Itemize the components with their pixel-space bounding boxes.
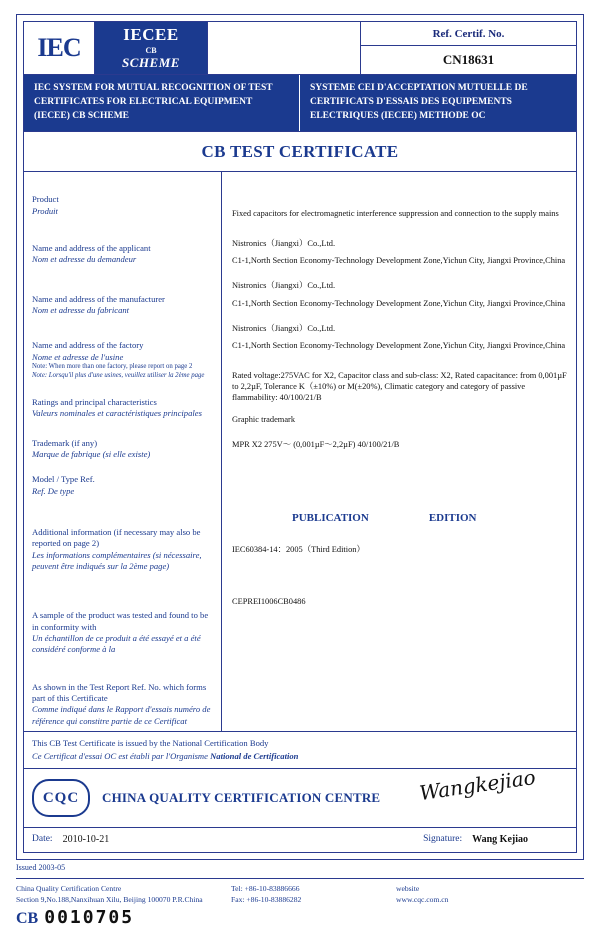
- value-manufacturer-name: Nistronics（Jiangxi）Co.,Ltd.: [232, 281, 336, 291]
- footer-website-label: website: [396, 884, 420, 894]
- publication-label: PUBLICATION: [292, 512, 369, 525]
- date-signature-row: [23, 828, 577, 853]
- label-applicant-fr: Nom et adresse du demandeur: [32, 254, 137, 265]
- iecee-logo-line3: SCHEME: [122, 55, 180, 70]
- signature-name: Wang Kejiao: [472, 834, 528, 846]
- label-test-report-fr: Comme indiqué dans le Rapport d'essais numéro de référence qui constitre partie de ce Certificat: [32, 704, 211, 726]
- value-applicant-name: Nistronics（Jiangxi）Co.,Ltd.: [232, 238, 336, 248]
- value-test-report-number: CEPREI1006CB0486: [232, 596, 306, 606]
- footer-tel: Tel: +86-10-83886666: [231, 884, 300, 894]
- barcode-row: [16, 907, 584, 928]
- footer-website-url[interactable]: www.cqc.com.cn: [396, 895, 449, 905]
- label-additional-info-fr: Les informations complémentaires (si nécessaire, peuvent être indiqués sur la 2ème page): [32, 549, 202, 572]
- iec-logo: [24, 22, 95, 74]
- label-factory: [32, 340, 215, 363]
- iec-logo-text: IEC: [37, 33, 81, 62]
- issued-version: Issued 2003-05: [16, 863, 66, 873]
- header-blank-space: [208, 22, 360, 74]
- header-logos: [24, 22, 361, 74]
- label-model: [32, 474, 215, 497]
- issued-by-fr-text: Ce Certificat d'essai OC est établi par l'Organisme: [32, 750, 211, 761]
- label-factory-en: Name and address of the factory: [32, 340, 144, 351]
- label-sample-conformity: [32, 610, 215, 655]
- value-factory-address: C1-1,North Section Economy-Technology Development Zone,Yichun City, Jiangxi Province,China: [232, 341, 566, 351]
- label-factory-note-fr: Note: Lorsqu'il plus d'une usines, veuillez utiliser la 2ème page: [32, 372, 205, 380]
- issued-by-en: This CB Test Certificate is issued by the National Certification Body: [32, 738, 269, 749]
- label-model-en: Model / Type Ref.: [32, 474, 95, 485]
- label-product-fr: Produit: [32, 205, 58, 216]
- label-factory-fr: Nome et adresse de l'usine: [32, 351, 124, 362]
- label-sample-conformity-fr: Un échantillon de ce produit a été essayé et a été considéré conforme à la: [32, 633, 201, 655]
- label-manufacturer-en: Name and address of the manufacturer: [32, 293, 165, 304]
- label-manufacturer: [32, 294, 215, 317]
- value-factory-name: Nistronics（Jiangxi）Co.,Ltd.: [232, 324, 336, 334]
- value-applicant-address: C1-1,North Section Economy-Technology Development Zone,Yichun City, Jiangxi Province,China: [232, 255, 566, 265]
- page-title: CB TEST CERTIFICATE: [201, 142, 399, 162]
- certificate-header: [23, 21, 577, 75]
- cqc-name: CHINA QUALITY CERTIFICATION CENTRE: [102, 790, 381, 806]
- cqc-logo-text: CQC: [42, 789, 80, 806]
- issued-by-fr-bold: National de Certification: [210, 750, 299, 761]
- value-ratings: Rated voltage:275VAC for X2, Capacitor class and sub-class: X2, Rated capacitance: from 0,001µF to 2,2µF, Tolerance K（±10%) or M(±20%), Climatic category and category of passive flammability: 40/100/21/B: [232, 370, 567, 403]
- label-trademark-en: Trademark (if any): [32, 437, 98, 448]
- footer: [16, 878, 584, 905]
- certificate-title-row: [23, 132, 577, 172]
- issued-by-block: [23, 732, 577, 769]
- label-manufacturer-fr: Nom et adresse du fabricant: [32, 305, 130, 316]
- ref-certif-block: [361, 22, 576, 74]
- footer-contact: [231, 883, 396, 905]
- system-bar: [23, 75, 577, 132]
- footer-org-line2: Section 9,No.188,Nanxihuan Xilu, Beijing 100070 P.R.China: [16, 895, 203, 905]
- value-trademark: Graphic trademark: [232, 414, 296, 424]
- cb-label: CB: [16, 910, 39, 928]
- date-label: Date:: [32, 834, 53, 845]
- system-bar-french: SYSTEME CEI D'ACCEPTATION MUTUELLE DE CERTIFICATS D'ESSAIS DES EQUIPEMENTS ELECTRIQUES (IECEE) METHODE OC: [310, 83, 528, 121]
- issued-by-fr: [32, 750, 568, 762]
- value-manufacturer-address: C1-1,North Section Economy-Technology Development Zone,Yichun City, Jiangxi Province,China: [232, 298, 566, 308]
- label-sample-conformity-en: A sample of the product was tested and found to be in conformity with: [32, 610, 209, 632]
- label-column: [24, 172, 222, 731]
- label-product-en: Product: [32, 194, 59, 205]
- label-trademark-fr: Marque de fabrique (si elle existe): [32, 449, 151, 460]
- label-test-report-en: As shown in the Test Report Ref. No. which forms part of this Certificate: [32, 681, 207, 704]
- label-applicant-en: Name and address of the applicant: [32, 242, 151, 253]
- cqc-block: [23, 765, 577, 828]
- iecee-cb-scheme-logo: [95, 22, 208, 74]
- footer-org-line1: China Quality Certification Centre: [16, 884, 122, 894]
- signature-image: Wangkejiao: [417, 765, 538, 806]
- label-factory-note-en: Note: When more than one factory, please report on page 2: [32, 363, 193, 371]
- label-ratings: [32, 397, 215, 420]
- label-additional-info: [32, 527, 215, 572]
- footer-website: [396, 883, 584, 905]
- label-additional-info-en: Additional information (if necessary may also be reported on page 2): [32, 527, 201, 549]
- footer-org: [16, 883, 231, 905]
- ref-certif-value: CN18631: [442, 52, 495, 67]
- label-ratings-fr: Valeurs nominales et caractéristiques principales: [32, 408, 202, 419]
- barcode-number: 0010705: [44, 907, 135, 928]
- value-model: MPR X2 275V～ (0,001µF～2,2µF) 40/100/21/B: [232, 440, 400, 450]
- certificate-border: [16, 14, 584, 860]
- iecee-logo-line2: CB: [145, 46, 157, 55]
- footer-fax: Fax: +86-10-83886282: [231, 895, 302, 905]
- value-column: [222, 172, 576, 731]
- label-product: [32, 194, 215, 217]
- iecee-logo-line1: IECEE: [123, 25, 179, 44]
- publication-edition-row: [232, 512, 568, 524]
- edition-label: EDITION: [428, 512, 477, 525]
- value-product: Fixed capacitors for electromagnetic interference suppression and connection to the supply mains: [232, 209, 559, 219]
- label-factory-note: [32, 363, 215, 381]
- label-applicant: [32, 243, 215, 266]
- date-value: 2010-10-21: [62, 834, 110, 846]
- system-bar-english: IEC SYSTEM FOR MUTUAL RECOGNITION OF TEST CERTIFICATES FOR ELECTRICAL EQUIPMENT (IECEE) CB SCHEME: [24, 75, 300, 131]
- certificate-body: [23, 172, 577, 732]
- ref-certif-label: Ref. Certif. No.: [361, 22, 576, 46]
- label-trademark: [32, 438, 215, 461]
- signature-label: Signature:: [423, 834, 463, 845]
- label-test-report: [32, 682, 215, 727]
- label-ratings-en: Ratings and principal characteristics: [32, 396, 157, 407]
- label-model-fr: Ref. De type: [32, 485, 75, 496]
- cqc-logo: [32, 779, 90, 817]
- value-standard: IEC60384-14：2005（Third Edition）: [232, 545, 365, 555]
